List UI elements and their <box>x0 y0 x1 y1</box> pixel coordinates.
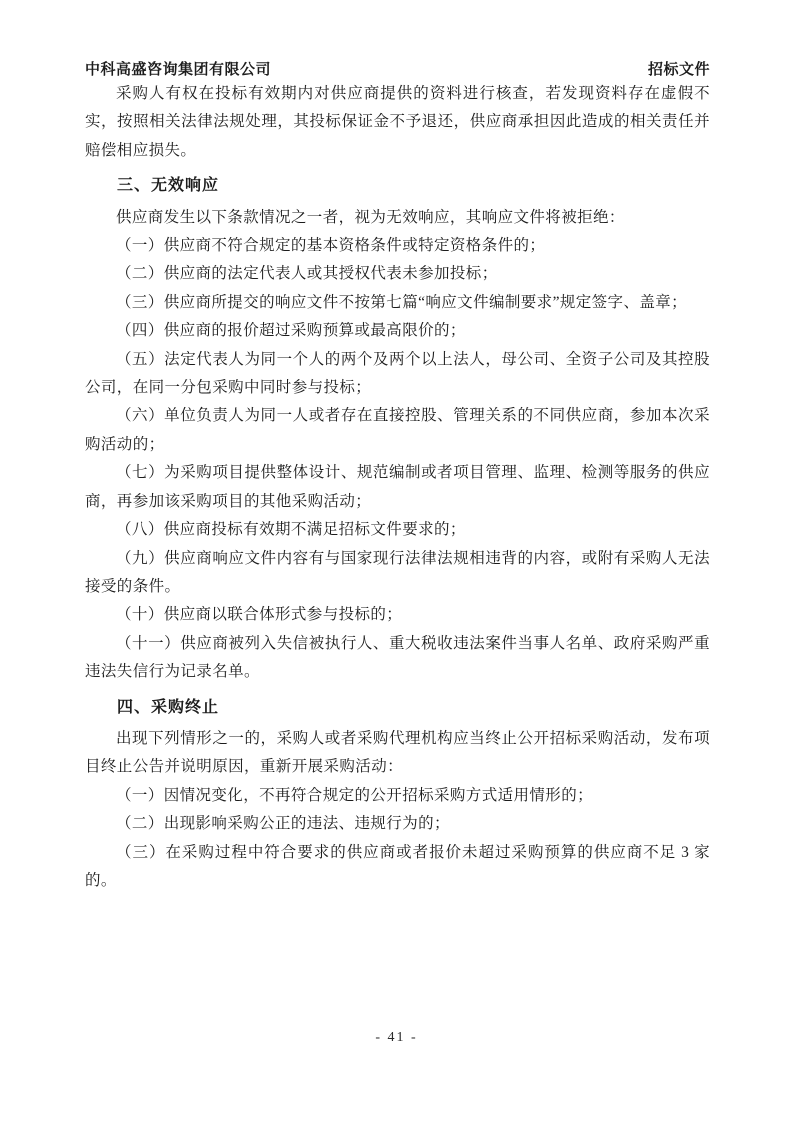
section-3-item-4: （四）供应商的报价超过采购预算或最高限价的； <box>116 322 466 340</box>
section-3-item-10: （十）供应商以联合体形式参与投标的； <box>116 606 403 624</box>
section-3-item-2: （二）供应商的法定代表人或其授权代表未参加投标； <box>116 265 498 283</box>
section-3-item-7: （七）为采购项目提供整体设计、规范编制或者项目管理、监理、检测等服务的供应商，再参加该采购项目的其他采购活动； <box>85 464 710 510</box>
section-3-item-1: （一）供应商不符合规定的基本资格条件或特定资格条件的； <box>116 237 546 255</box>
section-4-item-1: （一）因情况变化，不再符合规定的公开招标采购方式适用情形的； <box>116 786 594 804</box>
section-3-item-5: （五）法定代表人为同一个人的两个及两个以上法人，母公司、全资子公司及其控股公司，在同一分包采购中同时参与投标； <box>85 350 710 397</box>
page-header <box>85 58 710 79</box>
section-4-intro: 出现下列情形之一的，采购人或者采购代理机构应当终止公开招标采购活动，发布项目终止公告并说明原因，重新开展采购活动： <box>85 729 710 776</box>
section-3-item-8: （八）供应商投标有效期不满足招标文件要求的； <box>116 521 466 539</box>
page-number: - 41 - <box>375 1030 418 1045</box>
section-4-item-3: （三）在采购过程中符合要求的供应商或者报价未超过采购预算的供应商不足 3 家的。 <box>85 843 710 889</box>
document-body <box>85 80 710 895</box>
section-4-heading: 四、采购终止 <box>117 698 220 716</box>
section-4-item-2: （二）出现影响采购公正的违法、违规行为的； <box>116 815 450 833</box>
intro-paragraph: 采购人有权在投标有效期内对供应商提供的资料进行核查，若发现资料存在虚假不实，按照相关法律法规处理，其投标保证金不予退还，供应商承担因此造成的相关责任并赔偿相应损失。 <box>85 85 710 159</box>
section-3-heading: 三、无效响应 <box>117 177 220 195</box>
header-company-name: 中科高盛咨询集团有限公司 <box>85 62 272 78</box>
section-3-intro: 供应商发生以下条款情况之一者，视为无效响应，其响应文件将被拒绝： <box>116 208 625 226</box>
section-3-item-3: （三）供应商所提交的响应文件不按第七篇“响应文件编制要求”规定签字、盖章； <box>116 293 688 311</box>
page-footer <box>0 1030 793 1046</box>
header-doc-type: 招标文件 <box>647 62 710 78</box>
section-3-item-11: （十一）供应商被列入失信被执行人、重大税收违法案件当事人名单、政府采购严重违法失信行为记录名单。 <box>85 634 710 681</box>
section-3-item-6: （六）单位负责人为同一人或者存在直接控股、管理关系的不同供应商，参加本次采购活动的； <box>85 407 710 453</box>
section-3-item-9: （九）供应商响应文件内容有与国家现行法律法规相违背的内容，或附有采购人无法接受的条件。 <box>85 549 710 595</box>
